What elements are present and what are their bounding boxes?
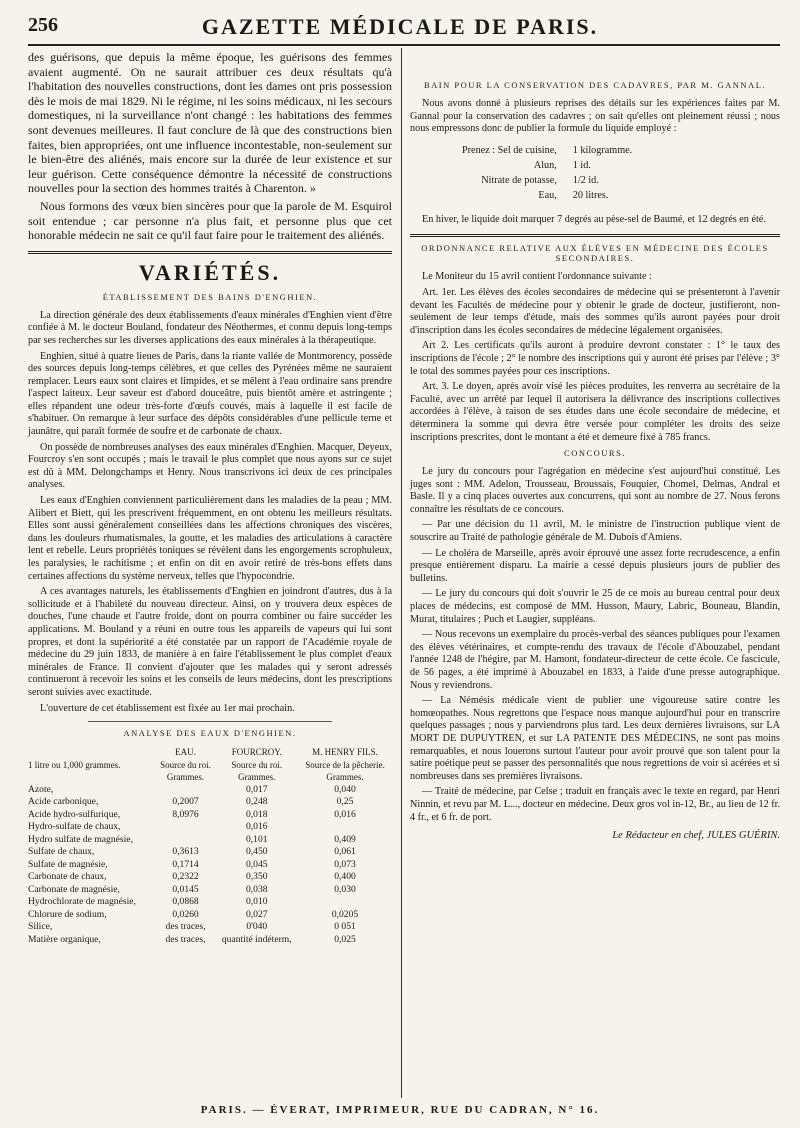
analysis-cell: 0,061 bbox=[334, 846, 356, 858]
analysis-cell: des traces, bbox=[165, 921, 206, 933]
page-header bbox=[0, 0, 800, 48]
formula-cell: Prenez : Sel de cuisine, bbox=[462, 144, 557, 156]
analysis-cell: 0,045 bbox=[245, 858, 268, 870]
analysis-header-cell: Grammes. bbox=[166, 772, 205, 783]
analysis-cell: 0,450 bbox=[245, 846, 268, 858]
analysis-header-cell bbox=[28, 771, 156, 784]
analysis-row bbox=[28, 846, 392, 859]
column-divider bbox=[401, 48, 402, 1098]
analysis-row bbox=[28, 934, 392, 947]
formula-row bbox=[462, 174, 646, 187]
section-separator bbox=[410, 234, 780, 237]
article-paragraph: Art. 1er. Les élèves des écoles secondaires de médecine qui se présenteront à l'avenir devant les Facultés de médecine pour y obtenir le grade de docteur, justifieront, non-seulement de leur temps d'étude, mais des sommes qu'ils auront payées pour droit d'inscription dans les écoles secondaires de médecine légalement organisées. bbox=[410, 286, 780, 336]
news-item: — Traité de médecine, par Celse ; traduit en français avec le texte en regard, par Henri Ninnin, et revu par M. L..., docteur en médecine. Deux gros vol in-12, Br., au lieu de 12 fr. 4 fr., et 6 fr. de port. bbox=[410, 786, 780, 823]
analysis-header-row bbox=[28, 771, 392, 784]
analysis-cell: 0'040 bbox=[246, 921, 268, 933]
article-paragraph: Le jury du concours pour l'agrégation en médecine s'est aujourd'hui constitué. Les juges sont : MM. Adelon, Trousseau, Broussais, Fouquier, Chomel, Delmas, Andral et Basle. Il y a cinq places ouvertes aux concurrens, qui sont au nombre de 27. Nous ferons connaître les résultats de ce concours. bbox=[410, 466, 780, 515]
analysis-cell: 0,1714 bbox=[172, 858, 199, 870]
gazette-title: GAZETTE MÉDICALE DE PARIS. bbox=[201, 14, 599, 39]
analysis-cell: Chlorure de sodium, bbox=[28, 908, 107, 920]
analysis-cell: Acide hydro-sulfurique, bbox=[28, 808, 121, 820]
analysis-cell: 0,248 bbox=[245, 796, 268, 808]
analysis-row bbox=[28, 809, 392, 822]
news-item: — Par une décision du 11 avril, M. le ministre de l'instruction publique vient de souscrire au Traité de pathologie générale de M. Dubois d'Amiens. bbox=[410, 519, 780, 544]
concours-title: CONCOURS. bbox=[564, 448, 626, 459]
article-paragraph: Art 2. Les certificats qu'ils auront à produire devront constater : 1° le taux des inscriptions de l'école ; 2° le nombre des inscriptions qui y auront été prises par l'élève ; 3° le total des sommes payées pour ces inscriptions. bbox=[410, 340, 780, 377]
article-paragraph: Les eaux d'Enghien conviennent particulièrement dans les maladies de la peau ; MM. Alibert et Biett, qui les prescrivent fréquemment, en ont obtenu les meilleurs résultats. Elles sont aussi généralement conseillées dans les affections chroniques des viscères, dans les douleurs rhumatismales, la goutte, et les maladies des articulations à caractère lent et rebelle. Leurs propriétés toniques se révèlent dans les engorgements scrophuleux, les paralysies, le rachitisme ; et enfin on dit en avoir retiré de très-bons effets dans certaines affections du système nerveux, telles que l'hypocondrie. bbox=[28, 495, 392, 582]
news-item: — Le choléra de Marseille, après avoir éprouvé une assez forte recrudescence, a enfin presque entièrement disparu. La mairie a cessé depuis plusieurs jours de publier des bulletins. bbox=[410, 547, 780, 584]
analysis-cell: 0,0868 bbox=[172, 896, 199, 908]
analysis-header-cell: Grammes. bbox=[326, 772, 364, 783]
news-item: — Le jury du concours qui doit s'ouvrir le 25 de ce mois au bureau central pour deux places de médecins, est composé de MM. Husson, Maury, Labric, Bouneau, Blandin, Murat, titulaires ; Puch et Laugier, suppléans. bbox=[410, 588, 780, 625]
analysis-header-cell: Source du roi. bbox=[231, 759, 283, 770]
article-paragraph: En hiver, le liquide doit marquer 7 degrés au pèse-sel de Baumé, et 12 degrés en été. bbox=[422, 213, 766, 225]
analysis-cell: 0,2007 bbox=[172, 796, 199, 808]
article-paragraph: Le Moniteur du 15 avril contient l'ordonnance suivante : bbox=[422, 271, 652, 283]
analysis-cell bbox=[156, 834, 216, 847]
analysis-cell: Silice, bbox=[28, 921, 53, 933]
formula-cell: Alun, bbox=[533, 159, 557, 171]
analysis-cell: 0,073 bbox=[334, 858, 356, 870]
formula-row bbox=[462, 189, 646, 202]
analysis-cell: 0,030 bbox=[334, 883, 356, 895]
analysis-row bbox=[28, 796, 392, 809]
article-paragraph: A ces avantages naturels, les établissements d'Enghien en joindront d'autres, dus à la sollicitude et à l'habileté du nouveau directeur. Ainsi, on y trouvera deux espèces de douches, l'une chaude et l'autre froide, dont on pourra combiner ou faire succéder les applications. M. Bouland y a réuni en outre tous les appareils de vapeurs qui lui sont propres, et dont la supériorité a été constatée par un rapport de l'Académie royale de médecine du 29 juin 1833, de manière à en faire l'établissement le plus complet d'eaux minérales de France. Il convient d'ajouter que les malades qui y seront adressés continueront à recevoir les soins et les conseils de leurs médecins, dont les prescriptions seront suivies avec exactitude. bbox=[28, 586, 392, 698]
analysis-cell: Matière organique, bbox=[28, 933, 101, 945]
footer-imprint: PARIS. — ÉVERAT, IMPRIMEUR, RUE DU CADRAN, N° 16. bbox=[200, 1104, 600, 1116]
analysis-cell: 0,2322 bbox=[172, 871, 199, 883]
analysis-cell: 8,0976 bbox=[172, 808, 199, 820]
formula-row bbox=[462, 159, 646, 172]
analysis-row bbox=[28, 884, 392, 897]
article-paragraph: Nous avons donné à plusieurs reprises des détails sur les expériences faites par M. Gannal pour la conservation des cadavres ; on sait qu'elles ont pleinement réussi ; nous nous empressons donc de publier la formule du liquide employé : bbox=[410, 98, 780, 135]
analysis-cell: 0 051 bbox=[334, 921, 356, 933]
article-paragraph: L'ouverture de cet établissement est fixée au 1er mai prochain. bbox=[40, 702, 295, 714]
formula-cell: Nitrate de potasse, bbox=[481, 174, 557, 186]
section-separator bbox=[88, 721, 332, 722]
analysis-cell: 0,350 bbox=[245, 871, 268, 883]
varietes-heading: VARIÉTÉS. bbox=[138, 259, 282, 285]
analysis-header-cell: EAU. bbox=[175, 747, 196, 758]
analysis-cell: des traces, bbox=[165, 933, 206, 945]
header-rule bbox=[28, 44, 780, 46]
article-paragraph: La direction générale des deux établissements d'eaux minérales d'Enghien vient d'être confiée à M. le docteur Bouland, fondateur des Néothermes, et connu depuis long-temps par ses recherches sur les diverses applications des eaux minérales à la thérapeutique. bbox=[28, 309, 392, 346]
analysis-cell bbox=[298, 896, 392, 909]
analysis-header-cell: Source du roi. bbox=[160, 759, 211, 770]
section-separator bbox=[28, 251, 392, 254]
analysis-row bbox=[28, 784, 392, 797]
formula-cell: 1 kilogramme. bbox=[572, 144, 633, 156]
formula-cell: 20 litres. bbox=[572, 189, 609, 201]
news-item: — Nous recevons un exemplaire du procès-verbal des séances publiques pour l'examen des élèves vétérinaires, et compte-rendu des travaux de l'école d'Abouzabel, pendant l'année 1248 de l'hégire, par M. Hamont, fondateur-directeur de cette école. Ce fascicule, de 56 pages, a été imprimé à Abouzabel en 1833, à l'aide d'une presse autographique. Nous y reviendrons. bbox=[410, 629, 780, 691]
analysis-cell bbox=[298, 821, 392, 834]
analysis-cell: quantité indéterm, bbox=[221, 933, 292, 945]
analysis-table bbox=[28, 746, 392, 946]
formula-cell: 1/2 id. bbox=[572, 174, 599, 186]
analysis-cell: 0,016 bbox=[245, 821, 268, 833]
analysis-cell: 0,101 bbox=[245, 833, 268, 845]
analysis-cell: 0,018 bbox=[245, 808, 268, 820]
enghien-subhead: ÉTABLISSEMENT DES BAINS D'ENGHIEN. bbox=[102, 291, 318, 302]
editor-signature: Le Rédacteur en chef, JULES GUÉRIN. bbox=[612, 830, 780, 842]
analysis-cell: 0,038 bbox=[245, 883, 268, 895]
intro-section bbox=[28, 50, 392, 243]
analysis-cell: 0,025 bbox=[334, 933, 356, 945]
analysis-cell: Carbonate de chaux, bbox=[28, 871, 107, 883]
analysis-header-cell bbox=[28, 746, 156, 759]
formula-body bbox=[462, 144, 646, 202]
analysis-header-row bbox=[28, 746, 392, 759]
analysis-cell: Azote, bbox=[28, 783, 54, 795]
analysis-body bbox=[28, 784, 392, 947]
article-paragraph: On possède de nombreuses analyses des eaux minérales d'Enghien. Macquer, Deyeux, Fourcroy s'en sont occupés ; mais le travail le plus complet que nous ayons sur ce sujet est dû à MM. Delongchamps et Henry. Nous transcrivons ici deux de ces principales analyses. bbox=[28, 441, 392, 491]
ordonnance-title: ORDONNANCE RELATIVE AUX ÉLÈVES EN MÉDECINE DES ÉCOLES SECONDAIRES. bbox=[421, 243, 769, 264]
analysis-row bbox=[28, 871, 392, 884]
analysis-header-cell: M. HENRY FILS. bbox=[312, 747, 378, 758]
news-item: — La Némésis médicale vient de publier une vigoureuse satire contre les homœopathes. Nous regrettons que l'espace nous manque aujourd'hui pour en transcrire quelques passages ; nous y parviendrons plus tard. Les deux dernières livraisons, sur LA MORT DE DUPUYTREN, et sur LA PATENTE DES MÉDECINS, ne sont pas moins remarquables, et nous louerons surtout l'auteur pour avoir prouvé que son talent pour la satire poétique peut se passer des personnalités que nous regrettions de voir si acérées et si nombreuses dans ses premières livraisons. bbox=[410, 695, 780, 782]
analysis-row bbox=[28, 834, 392, 847]
analysis-cell: 0,400 bbox=[334, 871, 356, 883]
analysis-cell: Hydro-sulfate de chaux, bbox=[28, 821, 121, 833]
analysis-row bbox=[28, 859, 392, 872]
analysis-cell: Acide carbonique, bbox=[28, 796, 99, 808]
analysis-header-cell: Grammes. bbox=[238, 772, 276, 783]
analysis-row bbox=[28, 909, 392, 922]
left-column bbox=[28, 50, 392, 946]
analysis-title: ANALYSE DES EAUX D'ENGHIEN. bbox=[123, 728, 297, 739]
analysis-row bbox=[28, 896, 392, 909]
analysis-header-cell: 1 litre ou 1,000 grammes. bbox=[28, 759, 121, 770]
analysis-cell: 0,027 bbox=[245, 908, 268, 920]
analysis-cell: 0,0260 bbox=[172, 908, 199, 920]
right-column bbox=[410, 50, 780, 841]
analysis-cell: 0,0145 bbox=[172, 883, 199, 895]
analysis-cell: Sulfate de magnésie, bbox=[28, 858, 108, 870]
analysis-cell: 0,409 bbox=[334, 833, 356, 845]
analysis-cell: Hydrochlorate de magnésie, bbox=[28, 896, 136, 908]
analysis-cell: 0,3613 bbox=[172, 846, 199, 858]
analysis-cell: 0,25 bbox=[336, 796, 354, 808]
analysis-cell: 0,016 bbox=[334, 808, 356, 820]
analysis-cell bbox=[156, 784, 216, 797]
formula-table bbox=[460, 142, 648, 204]
page-number: 256 bbox=[28, 14, 58, 36]
analysis-header-cell: FOURCROY. bbox=[231, 747, 282, 758]
analysis-row bbox=[28, 921, 392, 934]
analysis-cell: Hydro sulfate de magnésie, bbox=[28, 833, 133, 845]
analysis-cell: 0,010 bbox=[245, 896, 268, 908]
analysis-header-row bbox=[28, 759, 392, 772]
bain-title: BAIN POUR LA CONSERVATION DES CADAVRES, PAR M. GANNAL. bbox=[423, 80, 767, 90]
analysis-cell: 0,0205 bbox=[331, 908, 359, 920]
analysis-cell: Sulfate de chaux, bbox=[28, 846, 95, 858]
article-paragraph: Enghien, situé à quatre lieues de Paris, dans la riante vallée de Montmorency, possède des sources depuis long-temps célèbres, et que celles des Pyrénées même ne sauraient remplacer. Leurs eaux sont claires et limpides, et se mêlent à l'eau ordinaire sans prendre l'aspect laiteux. Leur saveur est d'abord douceâtre, puis bientôt amère et astringente ; elles répandent une odeur très-forte d'œufs couvés, mais à laquelle il est facile de s'habituer. On remarque à leur surface des dépôts considérables d'une pellicule terne et jaunâtre, qui paraît formée de soufre et de carbonate de chaux. bbox=[28, 350, 392, 438]
article-paragraph: Art. 3. Le doyen, après avoir visé les pièces produites, les renverra au secrétaire de la Faculté, avec un arrêté par lequel il autorisera la délivrance des inscriptions collectives accordées à l'élève, à raison de ses études dans une école secondaire de médecine, et déterminera la somme qui devra être versée pour compléter les droits des seize inscriptions prescrites, dont le montant a été et demeure fixé à 785 francs. bbox=[410, 381, 780, 443]
analysis-cell: 0,040 bbox=[334, 783, 356, 795]
analysis-cell bbox=[156, 821, 216, 834]
formula-cell: 1 id. bbox=[572, 159, 591, 171]
analysis-cell: 0,017 bbox=[245, 783, 268, 795]
analysis-header-cell: Source de la pêcherie. bbox=[305, 759, 385, 770]
intro-paragraph: des guérisons, que depuis la même époque, les guérisons des femmes avaient augmenté. On ne saurait attribuer ces deux résultats qu'à l'habitation des nouvelles constructions, dont les dames ont pris possession dès le mois de mai 1829. Ni le régime, ni les soins médicaux, ni les secours domestiques, ni la surveillance n'ont changé : les habitations des femmes sont devenues meilleures. Il faut conclure de là que des constructions bien faites, bien appropriées, ont une influence incontestable, non-seulement sur le bien-être des aliénés, mais encore sur la durée de leur existence et sur leur guérison. Cette conséquence démontre la nécessité de constructions nouvelles pour la section des hommes traités à Charenton. » bbox=[28, 50, 392, 196]
intro-paragraph: Nous formons des vœux bien sincères pour que la parole de M. Esquirol soit entendue ; car personne n'a plus fait, et personne plus que cet honorable médecin ne sait ce qu'il faut faire pour le traitement des aliénés. bbox=[28, 198, 392, 243]
formula-cell: Eau, bbox=[538, 189, 557, 201]
analysis-row bbox=[28, 821, 392, 834]
analysis-cell: Carbonate de magnésie, bbox=[28, 883, 120, 895]
formula-row bbox=[462, 144, 646, 157]
